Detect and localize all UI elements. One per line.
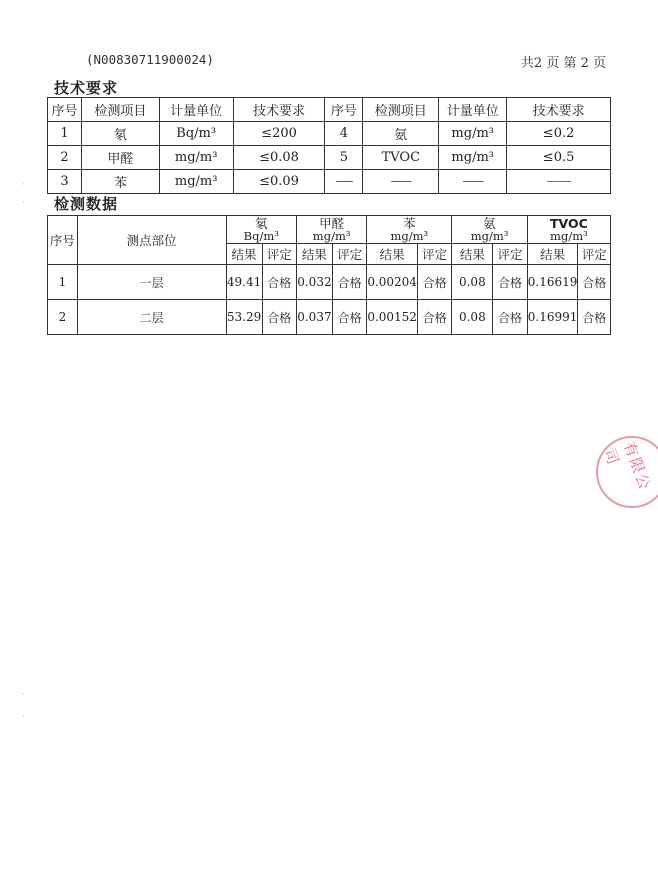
sub-header-result: 结果 — [296, 244, 332, 265]
empty-cell: —— — [507, 170, 611, 194]
column-header: 检测项目 — [81, 98, 159, 122]
item-name: 甲醛 — [81, 146, 159, 170]
evaluation: 合格 — [417, 265, 451, 300]
column-header: 序号 — [325, 98, 363, 122]
item-name: 氨 — [363, 122, 439, 146]
result-value: 0.08 — [452, 265, 493, 300]
requirements-heading: 技术要求 — [54, 79, 119, 97]
sub-header-eval: 评定 — [417, 244, 451, 265]
sub-header-eval: 评定 — [493, 244, 527, 265]
substance-unit: mg/m³ — [470, 229, 509, 243]
evaluation: 合格 — [578, 265, 611, 300]
result-value: 0.00152 — [367, 300, 418, 335]
seal-text: 有限公司 — [600, 439, 655, 494]
column-header: 技术要求 — [233, 98, 325, 122]
sub-header-eval: 评定 — [262, 244, 296, 265]
column-header: 序号 — [48, 216, 78, 265]
evaluation: 合格 — [578, 300, 611, 335]
result-value: 49.41 — [226, 265, 262, 300]
substance-name: 苯 — [403, 216, 416, 231]
results-table — [47, 215, 611, 335]
requirement: ≤0.08 — [233, 146, 325, 170]
substance-unit: mg/m³ — [550, 229, 588, 243]
evaluation: 合格 — [493, 265, 527, 300]
table-row — [48, 146, 611, 170]
substance-name: 氡 — [254, 216, 268, 231]
result-value: 0.037 — [296, 300, 332, 335]
sub-header-eval: 评定 — [332, 244, 366, 265]
column-header: 序号 — [48, 98, 82, 122]
scan-speck: · — [22, 690, 25, 700]
substance-header — [452, 216, 527, 244]
column-header: 检测项目 — [363, 98, 439, 122]
requirement: ≤0.5 — [507, 146, 611, 170]
empty-cell: ------ — [439, 170, 507, 194]
row-number: 5 — [325, 146, 363, 170]
sub-header-eval: 评定 — [578, 244, 611, 265]
result-value: 53.29 — [226, 300, 262, 335]
substance-unit: mg/m³ — [312, 229, 351, 243]
requirements-table — [47, 97, 611, 194]
row-number: 3 — [48, 170, 82, 194]
sub-header-result: 结果 — [226, 244, 262, 265]
evaluation: 合格 — [262, 265, 296, 300]
location: 一层 — [77, 265, 226, 300]
row-number: 2 — [48, 300, 78, 335]
unit: mg/m³ — [439, 122, 507, 146]
substance-header — [367, 216, 452, 244]
item-name: 氡 — [81, 122, 159, 146]
unit: mg/m³ — [159, 170, 233, 194]
substance-name: 甲醛 — [319, 216, 345, 231]
result-value: 0.16619 — [527, 265, 578, 300]
column-header: 计量单位 — [439, 98, 507, 122]
item-name: TVOC — [363, 146, 439, 170]
row-number: 1 — [48, 122, 82, 146]
table-row — [48, 122, 611, 146]
results-heading: 检测数据 — [54, 195, 119, 213]
empty-cell: ----- — [325, 170, 363, 194]
substance-name: TVOC — [549, 216, 588, 231]
requirement: ≤0.2 — [507, 122, 611, 146]
table-row — [48, 300, 611, 335]
unit: mg/m³ — [159, 146, 233, 170]
table-row — [48, 170, 611, 194]
column-header: 测点部位 — [77, 216, 226, 265]
sub-header-result: 结果 — [527, 244, 578, 265]
sub-header-result: 结果 — [452, 244, 493, 265]
location: 二层 — [77, 300, 226, 335]
scan-speck: · — [22, 712, 25, 722]
page-info: 共2 页 第 2 页 — [520, 56, 606, 71]
substance-unit: mg/m³ — [390, 229, 429, 243]
row-number: 2 — [48, 146, 82, 170]
column-header: 计量单位 — [159, 98, 233, 122]
requirement: ≤200 — [233, 122, 325, 146]
requirements-header-row — [48, 98, 611, 122]
sub-header-result: 结果 — [367, 244, 418, 265]
column-header: 技术要求 — [507, 98, 611, 122]
evaluation: 合格 — [417, 300, 451, 335]
unit: mg/m³ — [439, 146, 507, 170]
requirement: ≤0.09 — [233, 170, 325, 194]
report-code: (N00830711900024) — [86, 52, 214, 67]
evaluation: 合格 — [332, 265, 366, 300]
substance-header — [527, 216, 610, 244]
unit: Bq/m³ — [159, 122, 233, 146]
result-value: 0.08 — [452, 300, 493, 335]
evaluation: 合格 — [332, 300, 366, 335]
substance-unit: Bq/m³ — [243, 229, 279, 243]
row-number: 4 — [325, 122, 363, 146]
substance-header — [296, 216, 366, 244]
evaluation: 合格 — [493, 300, 527, 335]
table-row — [48, 265, 611, 300]
empty-cell: ------ — [363, 170, 439, 194]
result-value: 0.032 — [296, 265, 332, 300]
scan-speck: · — [22, 180, 25, 190]
substance-name: 氨 — [483, 216, 496, 231]
result-value: 0.00204 — [367, 265, 418, 300]
results-header-row — [48, 216, 611, 244]
evaluation: 合格 — [262, 300, 296, 335]
row-number: 1 — [48, 265, 78, 300]
substance-header — [226, 216, 296, 244]
result-value: 0.16991 — [527, 300, 578, 335]
scan-speck: · — [22, 198, 25, 208]
item-name: 苯 — [81, 170, 159, 194]
